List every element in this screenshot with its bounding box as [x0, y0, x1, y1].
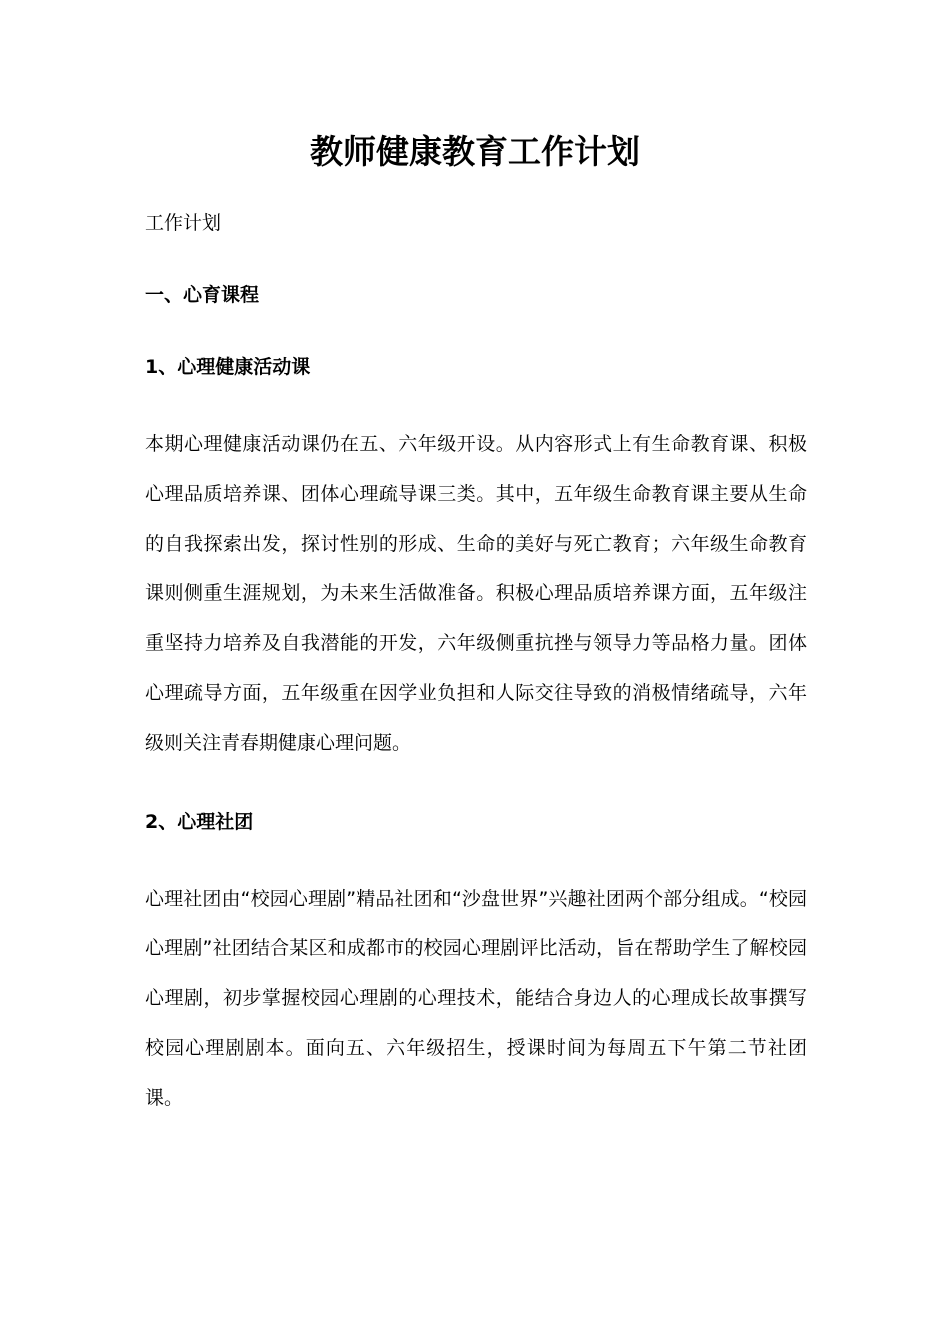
document-subtitle: 工作计划 [145, 212, 222, 234]
paragraph-psych-club: 心理社团由“校园心理剧”精品社团和“沙盘世界”兴趣社团两个部分组成。“校园心理剧”社团结合某区和成都市的校园心理剧评比活动，旨在帮助学生了解校园心理剧，初步掌握校园心理剧的心理技术，能结合身边人的心理成长故事撰写校园心理剧剧本。面向五、六年级招生，授课时间为每周五下午第二节社团课。 [145, 887, 807, 1109]
subsection-heading-activity-class: 1、心理健康活动课 [145, 356, 311, 378]
section-heading-curriculum: 一、心育课程 [145, 284, 260, 306]
document-title: 教师健康教育工作计划 [310, 132, 640, 171]
document-body [145, 204, 807, 1124]
subsection-heading-psych-club: 2、心理社团 [145, 810, 254, 833]
paragraph-activity-class: 本期心理健康活动课仍在五、六年级开设。从内容形式上有生命教育课、积极心理品质培养课、团体心理疏导课三类。其中，五年级生命教育课主要从生命的自我探索出发，探讨性别的形成、生命的美好与死亡教育；六年级生命教育课则侧重生涯规划，为未来生活做准备。积极心理品质培养课方面，五年级注重坚持力培养及自我潜能的开发，六年级侧重抗挫与领导力等品格力量。团体心理疏导方面，五年级重在因学业负担和人际交往导致的消极情绪疏导，六年级则关注青春期健康心理问题。 [145, 433, 807, 754]
